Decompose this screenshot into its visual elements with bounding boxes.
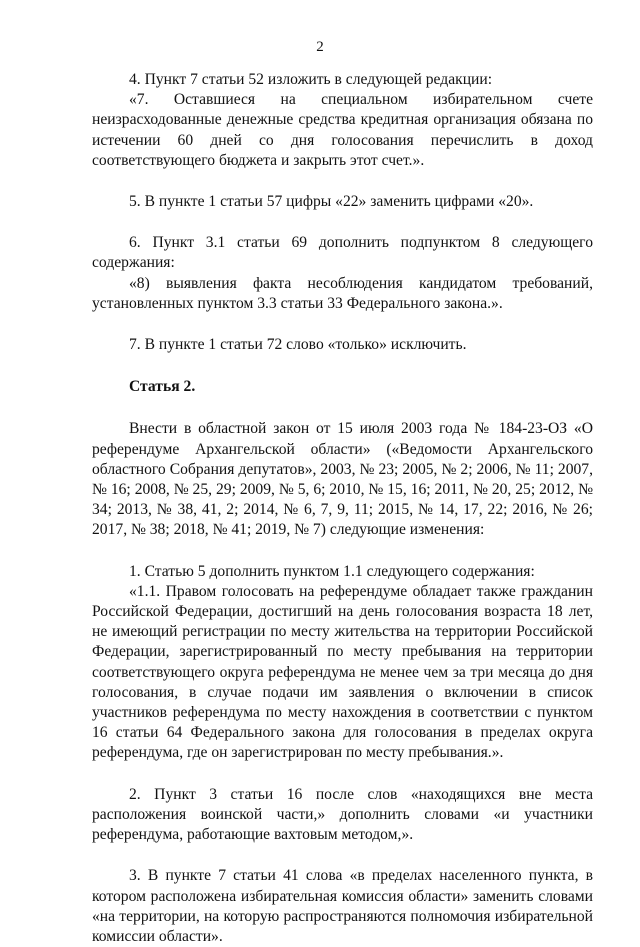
paragraph-quote-8: «8) выявления факта несоблюдения кандидатом требований, установленных пунктом 3.3 статьи 33 Федерального закона.».: [92, 274, 593, 312]
paragraph-item-6: 6. Пункт 3.1 статьи 69 дополнить подпунктом 8 следующего содержания:: [92, 234, 593, 272]
document-body: [92, 70, 593, 947]
article-heading: Статья 2.: [129, 378, 196, 396]
paragraph-item-3: 3. В пункте 7 статьи 41 слова «в пределах населенного пункта, в котором расположена избирательная комиссия области» заменить словами «на территории, на которую распространяются полномочия избирательной комиссии области».: [92, 867, 593, 945]
paragraph-item-5: 5. В пункте 1 статьи 57 цифры «22» заменить цифрами «20».: [129, 193, 534, 211]
paragraph-quote-7: «7. Оставшиеся на специальном избирательном счете неизрасходованные денежные средства кредитная организация обязана по истечении 60 дней со дня голосования перечислить в доход соответствующего бюджета и закрыть этот счет.».: [92, 91, 593, 169]
paragraph-quote-1-1: «1.1. Правом голосовать на референдуме обладает также гражданин Российской Федерации, достигший на день голосования возраста 18 лет, не имеющий регистрации по месту жительства на территории Российской Федерации, зарегистрированный по месту пребывания на территории соответствующего округа референдума не менее чем за три месяца до дня голосования, в случае подачи им заявления о включении в список участников референдума по месту нахождения в соответствии с пунктом 16 статьи 64 Федерального закона для голосования в пределах округа референдума, где он зарегистрирован по месту пребывания.».: [92, 582, 593, 762]
paragraph-article-intro: Внести в областной закон от 15 июля 2003 года № 184-23-ОЗ «О референдуме Архангельской области» («Ведомости Архангельского областного Собрания депутатов», 2003, № 23; 2005, № 2; 2006, № 11; 2007, № 16; 2008, № 25, 29; 2009, № 5, 6; 2010, № 15, 16; 2011, № 20, 25; 2012, № 34; 2013, № 38, 41, 2; 2014, № 6, 7, 9, 11; 2015, № 14, 17, 22; 2016, № 26; 2017, № 38; 2018, № 41; 2019, № 7) следующие изменения:: [92, 420, 593, 539]
paragraph-item-7: 7. В пункте 1 статьи 72 слово «только» исключить.: [129, 336, 467, 354]
page-number: 2: [316, 39, 324, 55]
paragraph-item-4: 4. Пункт 7 статьи 52 изложить в следующей редакции:: [129, 71, 493, 88]
paragraph-item-1: 1. Статью 5 дополнить пунктом 1.1 следующего содержания:: [129, 562, 535, 580]
paragraph-item-2: 2. Пункт 3 статьи 16 после слов «находящихся вне места расположения воинской части,» дополнить словами «и участники референдума, работающие вахтовым методом,».: [92, 785, 593, 844]
